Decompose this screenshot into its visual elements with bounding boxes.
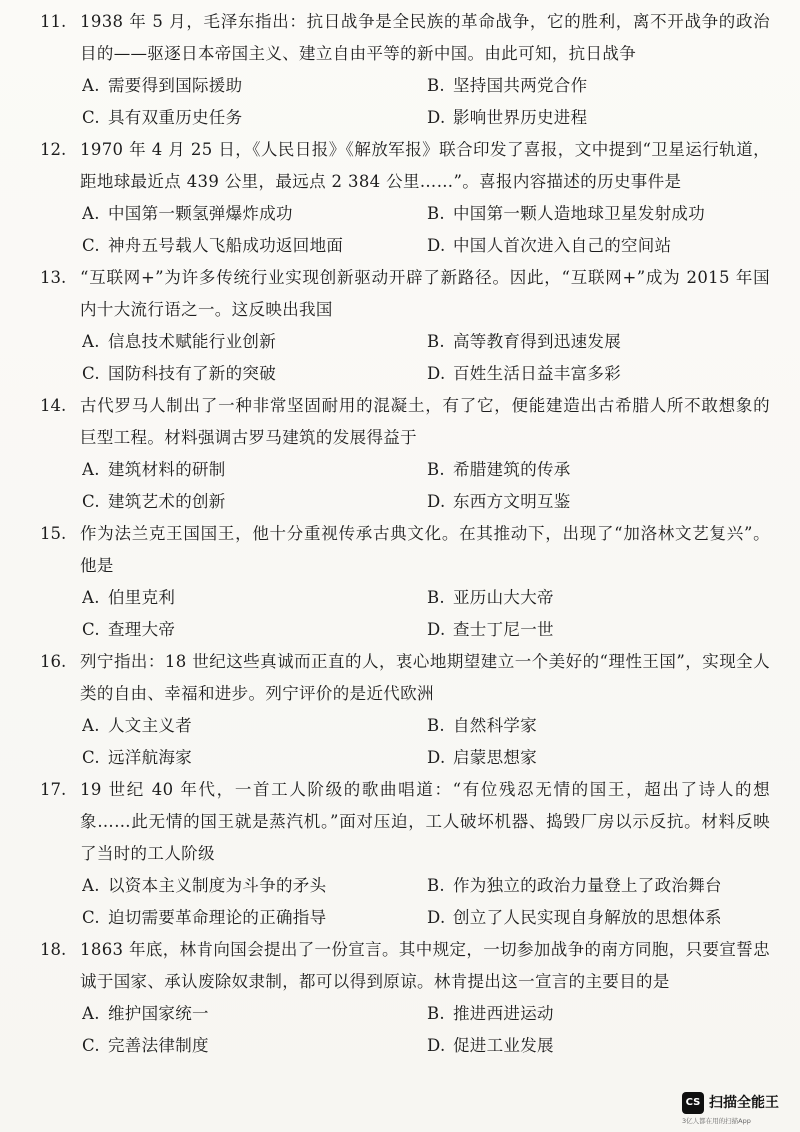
question-13 bbox=[40, 262, 770, 390]
option-a bbox=[82, 454, 427, 486]
option-c bbox=[82, 486, 427, 518]
option-b bbox=[427, 198, 770, 230]
option-letter: B. bbox=[427, 332, 445, 351]
option-letter: A. bbox=[82, 1004, 100, 1023]
question-number: 13. bbox=[40, 268, 67, 287]
option-text: 信息技术赋能行业创新 bbox=[108, 332, 276, 351]
option-letter: C. bbox=[82, 492, 100, 511]
option-c bbox=[82, 358, 427, 390]
question-11 bbox=[40, 6, 770, 134]
option-b bbox=[427, 870, 770, 902]
option-letter: D. bbox=[427, 108, 446, 127]
question-stem: “互联网+”为许多传统行业实现创新驱动开辟了新路径。因此，“互联网+”成为 2015 年国内十大流行语之一。这反映出我国 bbox=[80, 268, 770, 319]
option-b bbox=[427, 70, 770, 102]
option-text: 以资本主义制度为斗争的矛头 bbox=[108, 876, 327, 895]
question-18 bbox=[40, 934, 770, 1062]
question-stem: 1863 年底，林肯向国会提出了一份宣言。其中规定，一切参加战争的南方同胞，只要宣誓忠诚于国家、承认废除奴隶制，都可以得到原谅。林肯提出这一宣言的主要目的是 bbox=[80, 940, 770, 991]
option-letter: B. bbox=[427, 204, 445, 223]
option-text: 国防科技有了新的突破 bbox=[108, 364, 276, 383]
question-15 bbox=[40, 518, 770, 646]
option-a bbox=[82, 870, 427, 902]
option-text: 作为独立的政治力量登上了政治舞台 bbox=[453, 876, 722, 895]
option-text: 需要得到国际援助 bbox=[108, 76, 243, 95]
question-number: 14. bbox=[40, 396, 67, 415]
question-16 bbox=[40, 646, 770, 774]
option-text: 高等教育得到迅速发展 bbox=[453, 332, 621, 351]
question-stem: 19 世纪 40 年代，一首工人阶级的歌曲唱道：“有位残忍无情的国王，超出了诗人的想象……此无情的国王就是蒸汽机。”面对压迫，工人破坏机器、捣毁厂房以示反抗。材料反映了当时的工人阶级 bbox=[80, 780, 770, 863]
option-text: 具有双重历史任务 bbox=[108, 108, 243, 127]
option-text: 亚历山大大帝 bbox=[453, 588, 554, 607]
options bbox=[82, 198, 770, 262]
option-letter: B. bbox=[427, 876, 445, 895]
options bbox=[82, 454, 770, 518]
question-stem: 古代罗马人制出了一种非常坚固耐用的混凝土，有了它，便能建造出古希腊人所不敢想象的巨型工程。材料强调古罗马建筑的发展得益于 bbox=[80, 396, 770, 447]
option-text: 完善法律制度 bbox=[108, 1036, 209, 1055]
question-stem: 作为法兰克王国国王，他十分重视传承古典文化。在其推动下，出现了“加洛林文艺复兴”。他是 bbox=[80, 524, 770, 575]
option-letter: C. bbox=[82, 364, 100, 383]
option-text: 启蒙思想家 bbox=[453, 748, 537, 767]
option-letter: D. bbox=[427, 364, 446, 383]
camscanner-logo-icon: CS bbox=[682, 1092, 704, 1114]
option-b bbox=[427, 454, 770, 486]
option-text: 影响世界历史进程 bbox=[453, 108, 588, 127]
option-d bbox=[427, 614, 770, 646]
watermark-app-name: 扫描全能王 bbox=[709, 1095, 779, 1111]
option-a bbox=[82, 70, 427, 102]
option-letter: A. bbox=[82, 716, 100, 735]
option-text: 推进西进运动 bbox=[453, 1004, 554, 1023]
question-12 bbox=[40, 134, 770, 262]
question-number: 15. bbox=[40, 524, 67, 543]
option-text: 东西方文明互鉴 bbox=[453, 492, 571, 511]
option-letter: C. bbox=[82, 620, 100, 639]
options bbox=[82, 998, 770, 1062]
option-letter: A. bbox=[82, 588, 100, 607]
option-letter: D. bbox=[427, 492, 446, 511]
option-letter: D. bbox=[427, 908, 446, 927]
option-letter: C. bbox=[82, 108, 100, 127]
option-text: 中国人首次进入自己的空间站 bbox=[453, 236, 672, 255]
options bbox=[82, 710, 770, 774]
option-text: 查理大帝 bbox=[108, 620, 176, 639]
question-17 bbox=[40, 774, 770, 934]
option-letter: A. bbox=[82, 332, 100, 351]
option-text: 神舟五号载人飞船成功返回地面 bbox=[108, 236, 344, 255]
option-text: 建筑材料的研制 bbox=[108, 460, 226, 479]
option-a bbox=[82, 198, 427, 230]
question-stem: 1970 年 4 月 25 日，《人民日报》《解放军报》联合印发了喜报，文中提到“卫星运行轨道，距地球最近点 439 公里，最远点 2 384 公里……”。喜报内容描述的历史事件是 bbox=[80, 140, 770, 191]
option-letter: A. bbox=[82, 76, 100, 95]
option-a bbox=[82, 326, 427, 358]
option-d bbox=[427, 102, 770, 134]
question-number: 12. bbox=[40, 140, 67, 159]
option-c bbox=[82, 742, 427, 774]
option-text: 中国第一颗氢弹爆炸成功 bbox=[108, 204, 293, 223]
option-text: 迫切需要革命理论的正确指导 bbox=[108, 908, 327, 927]
option-letter: A. bbox=[82, 460, 100, 479]
question-number: 18. bbox=[40, 940, 67, 959]
option-d bbox=[427, 486, 770, 518]
option-b bbox=[427, 326, 770, 358]
option-text: 查士丁尼一世 bbox=[453, 620, 554, 639]
scanner-watermark bbox=[682, 1090, 792, 1126]
option-text: 坚持国共两党合作 bbox=[453, 76, 588, 95]
question-stem: 1938 年 5 月，毛泽东指出：抗日战争是全民族的革命战争，它的胜利，离不开战争的政治目的——驱逐日本帝国主义、建立自由平等的新中国。由此可知，抗日战争 bbox=[80, 12, 770, 63]
option-c bbox=[82, 1030, 427, 1062]
option-letter: C. bbox=[82, 236, 100, 255]
option-letter: C. bbox=[82, 908, 100, 927]
option-a bbox=[82, 998, 427, 1030]
option-c bbox=[82, 902, 427, 934]
options bbox=[82, 326, 770, 390]
option-b bbox=[427, 998, 770, 1030]
option-a bbox=[82, 582, 427, 614]
option-letter: B. bbox=[427, 1004, 445, 1023]
option-text: 远洋航海家 bbox=[108, 748, 192, 767]
option-d bbox=[427, 230, 770, 262]
option-letter: D. bbox=[427, 236, 446, 255]
option-text: 希腊建筑的传承 bbox=[453, 460, 571, 479]
option-d bbox=[427, 358, 770, 390]
option-letter: D. bbox=[427, 620, 446, 639]
option-letter: C. bbox=[82, 1036, 100, 1055]
option-text: 人文主义者 bbox=[108, 716, 192, 735]
question-14 bbox=[40, 390, 770, 518]
option-text: 建筑艺术的创新 bbox=[108, 492, 226, 511]
option-c bbox=[82, 614, 427, 646]
option-c bbox=[82, 102, 427, 134]
option-a bbox=[82, 710, 427, 742]
option-d bbox=[427, 742, 770, 774]
options bbox=[82, 870, 770, 934]
option-letter: A. bbox=[82, 876, 100, 895]
question-number: 17. bbox=[40, 780, 67, 799]
option-letter: D. bbox=[427, 1036, 446, 1055]
question-stem: 列宁指出：18 世纪这些真诚而正直的人，衷心地期望建立一个美好的“理性王国”，实现全人类的自由、幸福和进步。列宁评价的是近代欧洲 bbox=[80, 652, 770, 703]
option-b bbox=[427, 710, 770, 742]
options bbox=[82, 582, 770, 646]
option-letter: C. bbox=[82, 748, 100, 767]
option-c bbox=[82, 230, 427, 262]
watermark-tagline: 3亿人都在用的扫描App bbox=[682, 1117, 751, 1125]
option-d bbox=[427, 902, 770, 934]
option-letter: B. bbox=[427, 460, 445, 479]
option-letter: A. bbox=[82, 204, 100, 223]
option-text: 创立了人民实现自身解放的思想体系 bbox=[453, 908, 722, 927]
option-text: 促进工业发展 bbox=[453, 1036, 554, 1055]
option-text: 自然科学家 bbox=[453, 716, 537, 735]
question-number: 16. bbox=[40, 652, 67, 671]
option-letter: D. bbox=[427, 748, 446, 767]
option-letter: B. bbox=[427, 76, 445, 95]
options bbox=[82, 70, 770, 134]
option-text: 伯里克利 bbox=[108, 588, 176, 607]
option-text: 中国第一颗人造地球卫星发射成功 bbox=[453, 204, 705, 223]
option-text: 百姓生活日益丰富多彩 bbox=[453, 364, 621, 383]
option-text: 维护国家统一 bbox=[108, 1004, 209, 1023]
question-number: 11. bbox=[40, 12, 67, 31]
question-list bbox=[40, 6, 770, 1062]
option-d bbox=[427, 1030, 770, 1062]
option-letter: B. bbox=[427, 716, 445, 735]
option-b bbox=[427, 582, 770, 614]
option-letter: B. bbox=[427, 588, 445, 607]
